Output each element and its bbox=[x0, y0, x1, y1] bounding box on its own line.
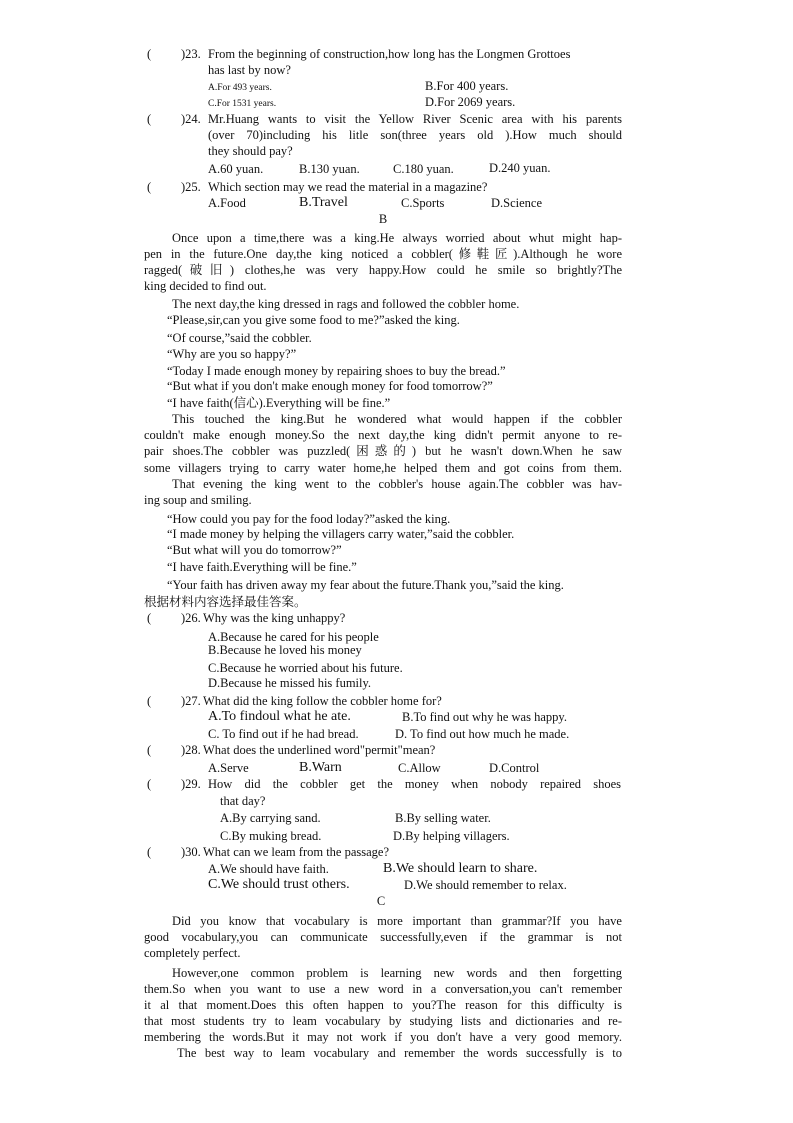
passage-b-p3-line1: This touched the king.But he wondered what would happen if the cobbler bbox=[172, 412, 622, 426]
passage-c-p2-line1: However,one common problem is learning new words and then forgetting bbox=[172, 966, 622, 980]
q24-number: )24. bbox=[181, 112, 201, 126]
passage-c-p2-line5: membering the words.But it may not work if you don't have a very good memory. bbox=[144, 1030, 622, 1044]
q30-option-d: D.We should remember to relax. bbox=[404, 878, 567, 892]
dialogue-line: “But what will you do tomorrow?” bbox=[167, 543, 342, 557]
passage-c-p2-line3: it al that moment.Does this often happen to you?The reason for this difficulty is bbox=[144, 998, 622, 1012]
dialogue-line: “Your faith has driven away my fear about the future.Thank you,”said the king. bbox=[167, 578, 564, 592]
q27-option-c: C. To find out if he had bread. bbox=[208, 727, 359, 741]
q27-stem: What did the king follow the cobbler home for? bbox=[203, 694, 442, 708]
q30-paren: ( bbox=[147, 845, 152, 859]
q27-option-a: A.To findoul what he ate. bbox=[208, 709, 351, 724]
q28-option-c: C.Allow bbox=[398, 761, 441, 775]
q29-stem-cont: that day? bbox=[220, 794, 266, 808]
passage-c-p1-line2: good vocabulary,you can communicate successfully,even if the grammar is not bbox=[144, 930, 622, 944]
q23-number: )23. bbox=[181, 47, 201, 61]
q24-option-b: B.130 yuan. bbox=[299, 162, 360, 176]
q24-paren: ( bbox=[147, 112, 152, 126]
dialogue-line: “Today I made enough money by repairing shoes to buy the bread.” bbox=[167, 364, 506, 378]
passage-b-p4-line2: ing soup and smiling. bbox=[144, 493, 252, 507]
passage-b-p1-line2: pen in the future.One day,the king noticed a cobbler(修鞋匠).Although he wore bbox=[144, 247, 622, 261]
q23-paren: ( bbox=[147, 47, 152, 61]
q23-option-a: A.For 493 years. bbox=[208, 83, 272, 93]
q29-stem: How did the cobbler get the money when nobody repaired shoes bbox=[208, 777, 621, 791]
dialogue-line: “I made money by helping the villagers carry water,”said the cobbler. bbox=[167, 527, 515, 541]
dialogue-line: “Please,sir,can you give some food to me?”asked the king. bbox=[167, 313, 460, 327]
q27-number: )27. bbox=[181, 694, 201, 708]
q24-stem: Mr.Huang wants to visit the Yellow River Scenic area with his parents bbox=[208, 112, 622, 126]
passage-b-p1-line4: king decided to find out. bbox=[144, 279, 267, 293]
section-c-heading: C bbox=[376, 894, 386, 908]
passage-b-p1-line1: Once upon a time,there was a king.He always worried about whut might hap- bbox=[172, 231, 622, 245]
dialogue-line: “Why are you so happy?” bbox=[167, 347, 297, 361]
instruction: 根据材料内容选择最佳答案。 bbox=[144, 595, 307, 609]
dialogue-line: “But what if you don't make enough money for food tomorrow?” bbox=[167, 379, 493, 393]
passage-c-p2-line2: them.So when you want to use a new word in a conversation,you can't remember bbox=[144, 982, 622, 996]
passage-b-p1-line3: ragged(破旧) clothes,he was very happy.How could he smile so brightly?The bbox=[144, 263, 622, 277]
q25-option-b: B.Travel bbox=[299, 195, 348, 210]
q26-option-d: D.Because he missed his fumily. bbox=[208, 676, 372, 690]
q28-number: )28. bbox=[181, 743, 201, 757]
q23-stem: From the beginning of construction,how long has the Longmen Grottoes bbox=[208, 47, 571, 61]
q29-option-c: C.By muking bread. bbox=[220, 829, 322, 843]
passage-b-p3-line4: some villagers trying to carry water home,he helped them and got coins from them. bbox=[144, 461, 622, 475]
q28-paren: ( bbox=[147, 743, 152, 757]
q28-option-b: B.Warn bbox=[299, 760, 342, 775]
q25-option-a: A.Food bbox=[208, 196, 246, 210]
q23-option-c: C.For 1531 years. bbox=[208, 99, 277, 109]
q26-option-b: B.Because he loved his money bbox=[208, 643, 362, 657]
q28-option-a: A.Serve bbox=[208, 761, 249, 775]
dialogue-line: “Of course,”said the cobbler. bbox=[167, 331, 312, 345]
dialogue-line: “I have faith.Everything will be fine.” bbox=[167, 560, 357, 574]
dialogue-line: “I have faith(信心).Everything will be fine.” bbox=[167, 396, 391, 410]
q26-stem: Why was the king unhappy? bbox=[203, 611, 346, 625]
q29-option-b: B.By selling water. bbox=[395, 811, 491, 825]
q26-number: )26. bbox=[181, 611, 201, 625]
q29-paren: ( bbox=[147, 777, 152, 791]
passage-b-p3-line3: pair shoes.The cobbler was puzzled(困惑的) but he wasn't down.When he saw bbox=[144, 444, 622, 458]
q23-stem-cont: has last by now? bbox=[208, 63, 291, 77]
q26-option-c: C.Because he worried about his future. bbox=[208, 661, 403, 675]
q30-option-c: C.We should trust others. bbox=[208, 877, 350, 892]
q24-option-a: A.60 yuan. bbox=[208, 162, 264, 176]
q30-number: )30. bbox=[181, 845, 201, 859]
q28-stem: What does the underlined word"permit"mean? bbox=[203, 743, 436, 757]
q30-option-b: B.We should learn to share. bbox=[383, 861, 538, 876]
q25-option-d: D.Science bbox=[491, 196, 543, 210]
passage-b-p4-line1: That evening the king went to the cobbler's house again.The cobbler was hav- bbox=[172, 477, 622, 491]
q25-stem: Which section may we read the material in a magazine? bbox=[208, 180, 488, 194]
q30-option-a: A.We should have faith. bbox=[208, 862, 329, 876]
passage-c-p1-line1: Did you know that vocabulary is more important than grammar?If you have bbox=[172, 914, 622, 928]
q25-paren: ( bbox=[147, 180, 152, 194]
dialogue-line: “How could you pay for the food loday?”asked the king. bbox=[167, 512, 451, 526]
passage-b-p2: The next day,the king dressed in rags and followed the cobbler home. bbox=[172, 297, 520, 311]
q24-option-c: C.180 yuan. bbox=[393, 162, 454, 176]
q24-option-d: D.240 yuan. bbox=[489, 161, 551, 175]
section-b-heading: B bbox=[378, 212, 388, 226]
q27-paren: ( bbox=[147, 694, 152, 708]
q26-paren: ( bbox=[147, 611, 152, 625]
passage-c-p1-line3: completely perfect. bbox=[144, 946, 241, 960]
q29-option-a: A.By carrying sand. bbox=[220, 811, 321, 825]
q25-number: )25. bbox=[181, 180, 201, 194]
passage-c-p3-line1: The best way to leam vocabulary and remember the words successfully is to bbox=[177, 1046, 622, 1060]
q27-option-d: D. To find out how much he made. bbox=[395, 727, 570, 741]
q23-option-d: D.For 2069 years. bbox=[425, 95, 516, 109]
q29-number: )29. bbox=[181, 777, 201, 791]
q24-stem-cont: (over 70)including his litle son(three years old ).How much should bbox=[208, 128, 622, 142]
q26-option-a: A.Because he cared for his people bbox=[208, 630, 379, 644]
q30-stem: What can we leam from the passage? bbox=[203, 845, 390, 859]
q28-option-d: D.Control bbox=[489, 761, 540, 775]
q24-stem-end: they should pay? bbox=[208, 144, 293, 158]
q27-option-b: B.To find out why he was happy. bbox=[402, 710, 567, 724]
q25-option-c: C.Sports bbox=[401, 196, 445, 210]
passage-b-p3-line2: couldn't make enough money.So the next day,the king didn't permit anyone to re- bbox=[144, 428, 622, 442]
passage-c-p2-line4: that most students try to leam vocabulary by studying lists and dictionaries and re- bbox=[144, 1014, 622, 1028]
q29-option-d: D.By helping villagers. bbox=[393, 829, 510, 843]
q23-option-b: B.For 400 years. bbox=[425, 79, 509, 93]
